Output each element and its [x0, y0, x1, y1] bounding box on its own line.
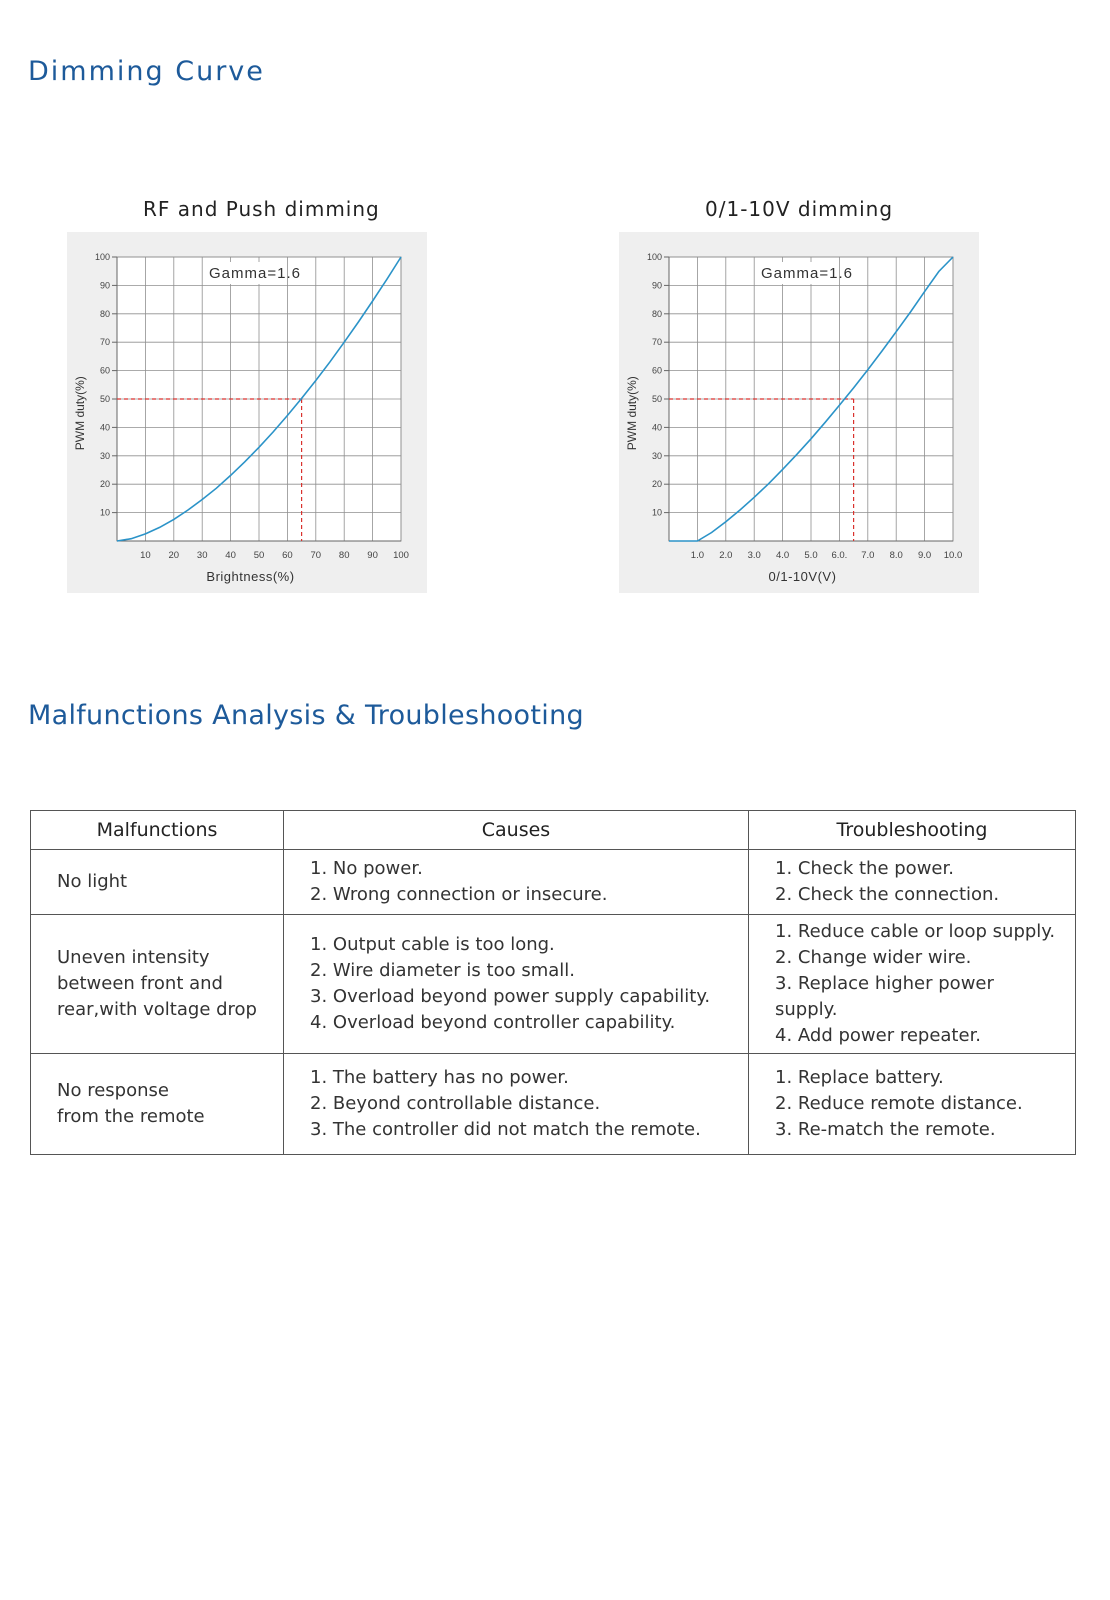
- cause-item: 3. The controller did not match the remote.: [310, 1119, 701, 1140]
- header-troubleshooting: Troubleshooting: [749, 811, 1076, 850]
- fix-item: 1. Check the power.: [775, 858, 954, 879]
- cause-item: 1. The battery has no power.: [310, 1067, 569, 1088]
- y-tick-label: 30: [651, 450, 662, 461]
- causes-cell: [284, 850, 749, 915]
- y-tick-label: 100: [646, 252, 662, 262]
- x-tick-label: 8.0: [889, 550, 903, 561]
- y-tick-label: 40: [99, 422, 110, 433]
- troubleshooting-table: [30, 810, 1076, 1155]
- causes-cell: [284, 1054, 749, 1155]
- y-axis-label: PWM duty(%): [73, 376, 87, 451]
- gamma-annotation: Gamma=1.6: [761, 265, 853, 282]
- gamma-annotation: Gamma=1.6: [209, 265, 301, 282]
- chart-title-rf-push: RF and Push dimming: [143, 197, 380, 221]
- cause-item: 4. Overload beyond controller capability.: [310, 1012, 676, 1033]
- x-tick-label: 40: [225, 550, 236, 561]
- table-row: [31, 1054, 1076, 1155]
- y-tick-label: 10: [99, 507, 110, 518]
- fix-item: 2. Change wider wire.: [775, 947, 972, 968]
- table-row: [31, 850, 1076, 915]
- malfunction-line: No response: [57, 1080, 169, 1101]
- cause-item: 1. No power.: [310, 858, 423, 879]
- x-tick-label: 7.0: [861, 550, 875, 561]
- malfunctions-title: Malfunctions Analysis & Troubleshooting: [28, 700, 584, 731]
- x-tick-label: 30: [196, 550, 208, 561]
- chart-rf-push: [67, 232, 427, 593]
- y-tick-label: 70: [99, 337, 110, 348]
- x-tick-label: 90: [367, 550, 378, 561]
- x-tick-label: 20: [168, 550, 180, 561]
- malfunction-line: between front and: [57, 973, 223, 994]
- y-tick-label: 80: [651, 308, 662, 319]
- y-tick-label: 40: [651, 422, 662, 433]
- table-header-row: [31, 811, 1076, 850]
- chart-rf-push-svg: [67, 232, 427, 593]
- y-tick-label: 80: [99, 308, 110, 319]
- table-row: [31, 915, 1076, 1054]
- fix-item: 4. Add power repeater.: [775, 1025, 982, 1046]
- x-tick-label: 70: [310, 550, 322, 561]
- y-tick-label: 70: [651, 337, 662, 348]
- cause-item: 2. Wire diameter is too small.: [310, 960, 575, 981]
- troubleshooting-cell: [749, 850, 1076, 915]
- y-tick-label: 50: [651, 394, 662, 404]
- x-tick-label: 9.0: [917, 550, 932, 561]
- header-causes: Causes: [284, 811, 749, 850]
- x-tick-label: 80: [338, 550, 350, 561]
- y-tick-label: 30: [99, 450, 110, 461]
- cause-item: 2. Wrong connection or insecure.: [310, 884, 608, 905]
- y-tick-label: 100: [94, 252, 110, 262]
- malfunction-cell: [31, 850, 284, 915]
- malfunction-line: Uneven intensity: [57, 947, 210, 968]
- malfunction-line: No light: [57, 871, 128, 892]
- x-tick-label: 10.0: [943, 550, 963, 561]
- cause-item: 3. Overload beyond power supply capability.: [310, 986, 711, 1007]
- fix-item: 3. Re-match the remote.: [775, 1119, 996, 1140]
- y-tick-label: 60: [99, 365, 110, 376]
- x-tick-label: 10: [140, 550, 151, 561]
- x-tick-label: 6.0.: [831, 550, 848, 561]
- x-axis-label: 0/1-10V(V): [768, 569, 837, 584]
- chart-010v: [619, 232, 979, 593]
- x-tick-label: 5.0: [804, 550, 818, 561]
- x-tick-label: 4.0: [775, 550, 790, 561]
- x-axis-label: Brightness(%): [206, 569, 295, 584]
- malfunction-cell: [31, 915, 284, 1054]
- x-tick-label: 100: [393, 550, 409, 561]
- y-tick-label: 90: [651, 280, 662, 291]
- header-malfunctions: Malfunctions: [31, 811, 284, 850]
- y-tick-label: 20: [99, 479, 110, 490]
- chart-title-010v: 0/1-10V dimming: [705, 197, 894, 221]
- causes-cell: [284, 915, 749, 1054]
- y-tick-label: 10: [651, 507, 662, 518]
- x-tick-label: 3.0: [747, 550, 761, 561]
- fix-item: 2. Reduce remote distance.: [775, 1093, 1023, 1114]
- y-tick-label: 50: [99, 394, 110, 404]
- x-tick-label: 50: [253, 550, 265, 561]
- malfunction-line: from the remote: [57, 1106, 205, 1127]
- y-tick-label: 20: [651, 479, 662, 490]
- fix-item: 3. Replace higher power supply.: [775, 973, 994, 1020]
- troubleshooting-cell: [749, 1054, 1076, 1155]
- dimming-curve-title: Dimming Curve: [28, 56, 265, 87]
- x-tick-label: 1.0: [690, 550, 705, 561]
- malfunction-line: rear,with voltage drop: [57, 999, 257, 1020]
- x-tick-label: 60: [282, 550, 293, 561]
- cause-item: 1. Output cable is too long.: [310, 934, 555, 955]
- y-tick-label: 90: [99, 280, 110, 291]
- fix-item: 1. Reduce cable or loop supply.: [775, 921, 1056, 942]
- y-axis-label: PWM duty(%): [625, 376, 639, 451]
- cause-item: 2. Beyond controllable distance.: [310, 1093, 601, 1114]
- x-tick-label: 2.0: [719, 550, 733, 561]
- malfunction-cell: [31, 1054, 284, 1155]
- fix-item: 1. Replace battery.: [775, 1067, 944, 1088]
- y-tick-label: 60: [651, 365, 662, 376]
- chart-010v-svg: [619, 232, 979, 593]
- troubleshooting-cell: [749, 915, 1076, 1054]
- fix-item: 2. Check the connection.: [775, 884, 1000, 905]
